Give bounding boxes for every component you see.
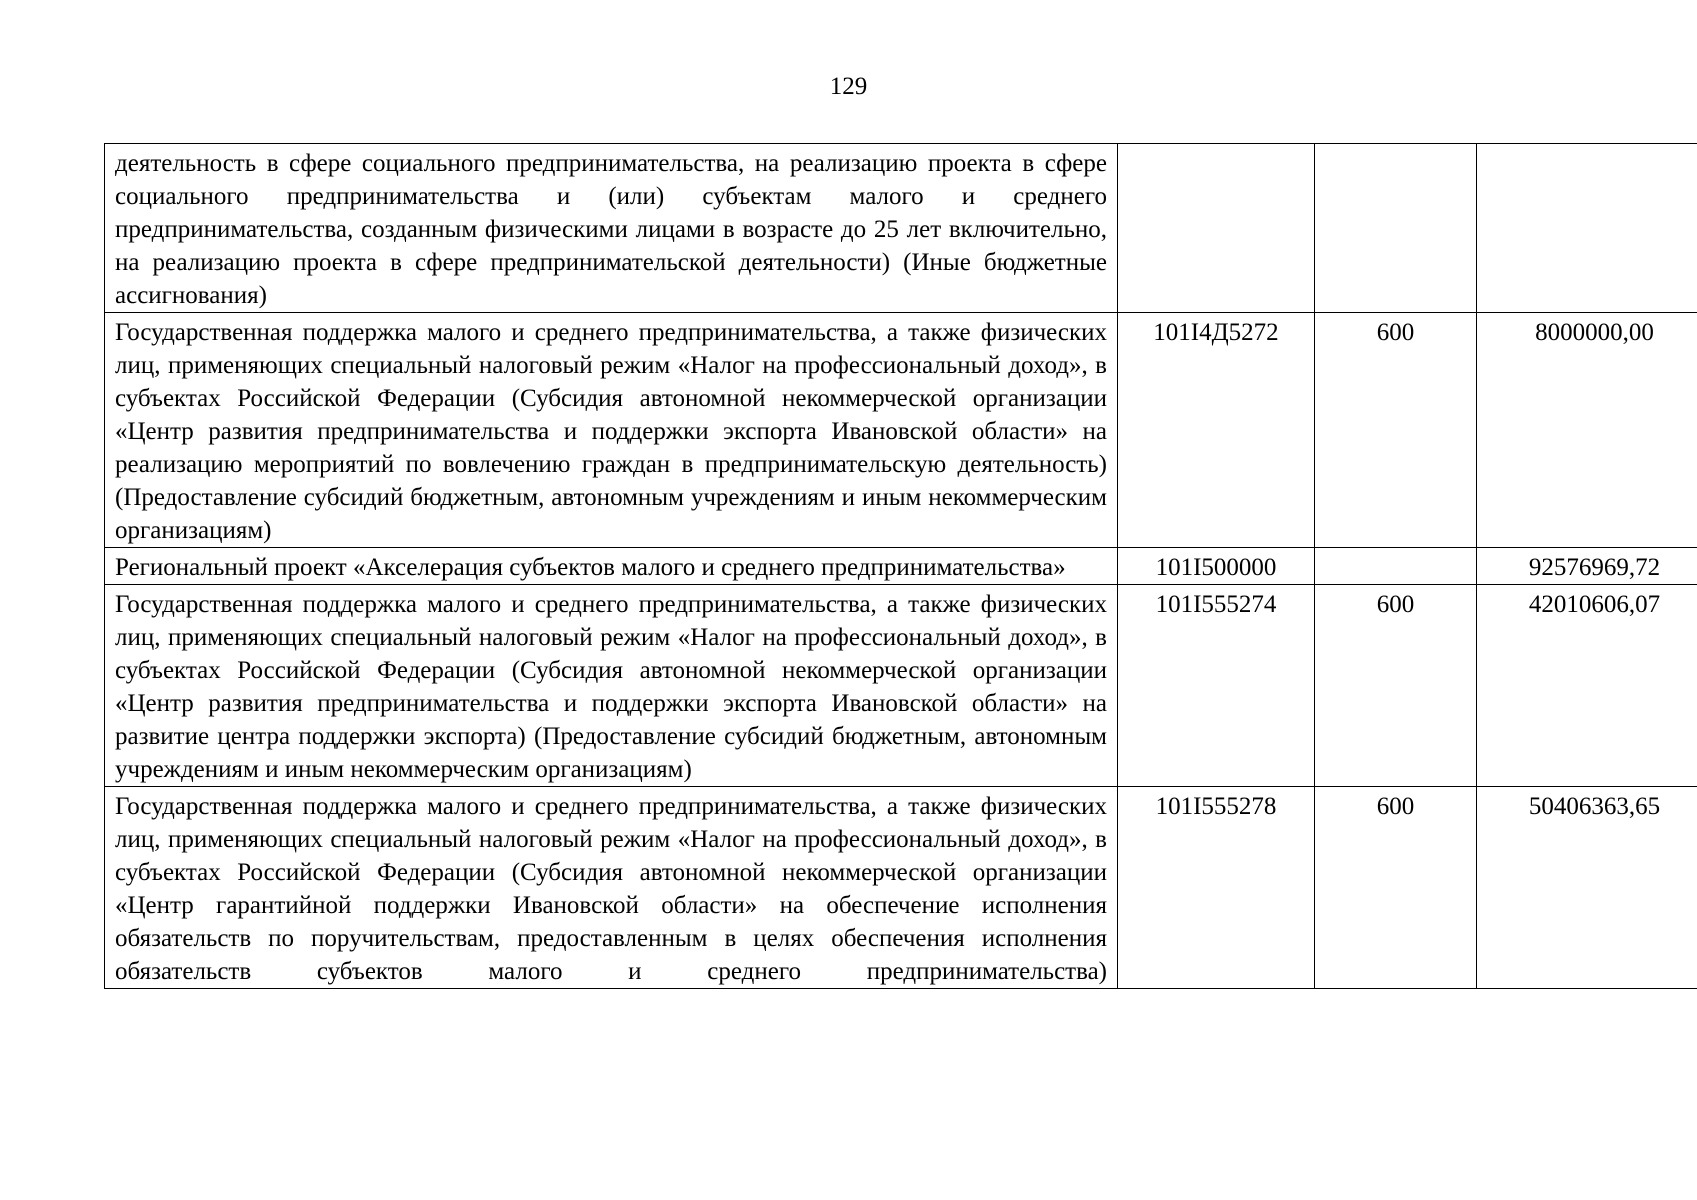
target-code-cell: 101I500000: [1118, 548, 1315, 585]
table-row: [105, 585, 1697, 787]
target-code-cell: [1118, 144, 1315, 313]
table-row: [105, 144, 1697, 313]
row-name-cell: Государственная поддержка малого и среднего предпринимательства, а также физических лиц, применяющих специальный налоговый режим «Налог на профессиональный доход», в субъектах Российской Федерации (Субсидия автономной некоммерческой организации «Центр развития предпринимательства и поддержки экспорта Ивановской области» на развитие центра поддержки экспорта) (Предоставление субсидий бюджетным, автономным учреждениям и иным некоммерческим организациям): [105, 585, 1118, 787]
expense-type-cell: 600: [1315, 313, 1477, 548]
amount-cell: 42010606,07: [1477, 585, 1697, 787]
row-name-cell: Государственная поддержка малого и среднего предпринимательства, а также физических лиц, применяющих специальный налоговый режим «Налог на профессиональный доход», в субъектах Российской Федерации (Субсидия автономной некоммерческой организации «Центр развития предпринимательства и поддержки экспорта Ивановской области» на реализацию мероприятий по вовлечению граждан в предпринимательскую деятельность) (Предоставление субсидий бюджетным, автономным учреждениям и иным некоммерческим организациям): [105, 313, 1118, 548]
page-number: 129: [829, 73, 868, 100]
budget-table: [104, 143, 1697, 989]
amount-cell: 50406363,65: [1477, 787, 1697, 989]
table-row: [105, 313, 1697, 548]
row-name-cell: Государственная поддержка малого и среднего предпринимательства, а также физических лиц, применяющих специальный налоговый режим «Налог на профессиональный доход», в субъектах Российской Федерации (Субсидия автономной некоммерческой организации «Центр гарантийной поддержки Ивановской области» на обеспечение исполнения обязательств по поручительствам, предоставленным в целях обеспечения исполнения обязательств субъектов малого и среднего предпринимательства): [105, 787, 1118, 989]
amount-cell: [1477, 144, 1697, 313]
expense-type-cell: 600: [1315, 787, 1477, 989]
amount-cell: 92576969,72: [1477, 548, 1697, 585]
expense-type-cell: 600: [1315, 585, 1477, 787]
amount-cell: 8000000,00: [1477, 313, 1697, 548]
table-row: [105, 548, 1697, 585]
row-name-cell: Региональный проект «Акселерация субъектов малого и среднего предпринимательства»: [105, 548, 1118, 585]
expense-type-cell: [1315, 144, 1477, 313]
target-code-cell: 101I555278: [1118, 787, 1315, 989]
row-name-cell: деятельность в сфере социального предпринимательства, на реализацию проекта в сфере социального предпринимательства и (или) субъектам малого и среднего предпринимательства, созданным физическими лицами в возрасте до 25 лет включительно, на реализацию проекта в сфере предпринимательской деятельности) (Иные бюджетные ассигнования): [105, 144, 1118, 313]
target-code-cell: 101I4Д5272: [1118, 313, 1315, 548]
table-row: [105, 787, 1697, 989]
expense-type-cell: [1315, 548, 1477, 585]
target-code-cell: 101I555274: [1118, 585, 1315, 787]
